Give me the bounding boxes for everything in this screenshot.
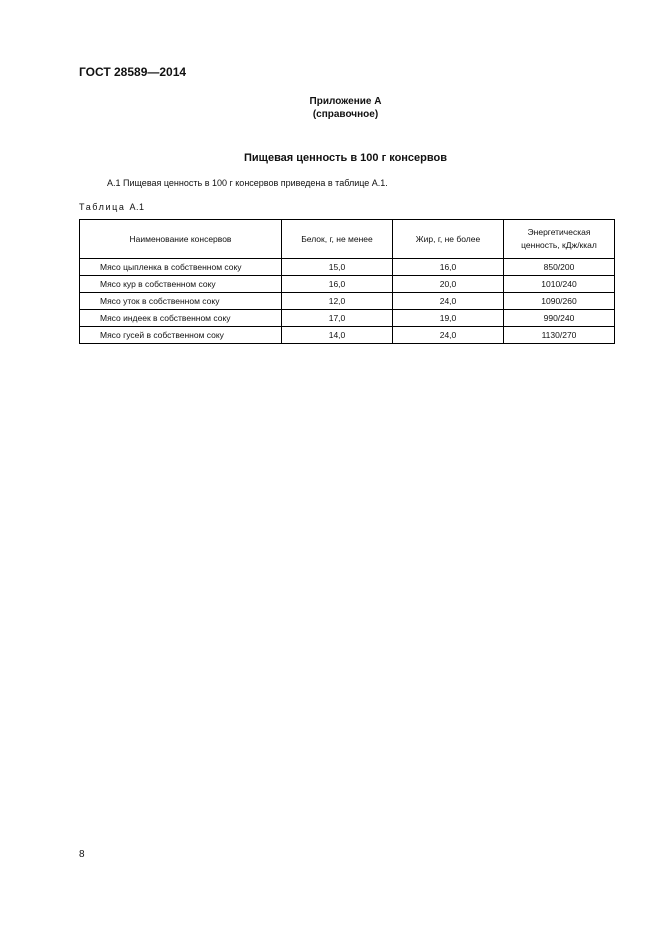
table-caption-number: А.1 — [129, 202, 145, 212]
cell-protein: 15,0 — [282, 259, 393, 276]
table-row — [80, 276, 615, 293]
cell-name: Мясо кур в собственном соку — [80, 276, 282, 293]
cell-energy: 850/200 — [504, 259, 615, 276]
table-caption-label: Таблица — [79, 202, 126, 212]
page-number: 8 — [79, 849, 85, 860]
section-heading: Пищевая ценность в 100 г консервов — [244, 152, 447, 164]
cell-fat: 24,0 — [393, 293, 504, 310]
table-row — [80, 259, 615, 276]
cell-name: Мясо уток в собственном соку — [80, 293, 282, 310]
column-header-protein: Белок, г, не менее — [282, 220, 393, 259]
table-row — [80, 310, 615, 327]
table-header-row — [80, 220, 615, 259]
cell-energy: 990/240 — [504, 310, 615, 327]
cell-energy: 1010/240 — [504, 276, 615, 293]
cell-protein: 12,0 — [282, 293, 393, 310]
section-paragraph: А.1 Пищевая ценность в 100 г консервов приведена в таблице А.1. — [107, 178, 388, 188]
cell-energy: 1130/270 — [504, 327, 615, 344]
cell-fat: 16,0 — [393, 259, 504, 276]
appendix-header — [0, 95, 661, 121]
cell-protein: 16,0 — [282, 276, 393, 293]
cell-protein: 17,0 — [282, 310, 393, 327]
cell-protein: 14,0 — [282, 327, 393, 344]
table-caption — [79, 202, 145, 212]
cell-name: Мясо индеек в собственном соку — [80, 310, 282, 327]
cell-name: Мясо гусей в собственном соку — [80, 327, 282, 344]
cell-fat: 24,0 — [393, 327, 504, 344]
document-code: ГОСТ 28589—2014 — [79, 65, 187, 79]
cell-fat: 20,0 — [393, 276, 504, 293]
table-row — [80, 293, 615, 310]
column-header-fat: Жир, г, не более — [393, 220, 504, 259]
column-header-name: Наименование консервов — [80, 220, 282, 259]
cell-energy: 1090/260 — [504, 293, 615, 310]
appendix-title: Приложение А — [309, 96, 382, 107]
column-header-energy: Энергетическая ценность, кДж/ккал — [504, 220, 615, 259]
table-row — [80, 327, 615, 344]
cell-fat: 19,0 — [393, 310, 504, 327]
nutrition-table — [79, 219, 615, 344]
appendix-subtitle: (справочное) — [312, 109, 379, 120]
cell-name: Мясо цыпленка в собственном соку — [80, 259, 282, 276]
